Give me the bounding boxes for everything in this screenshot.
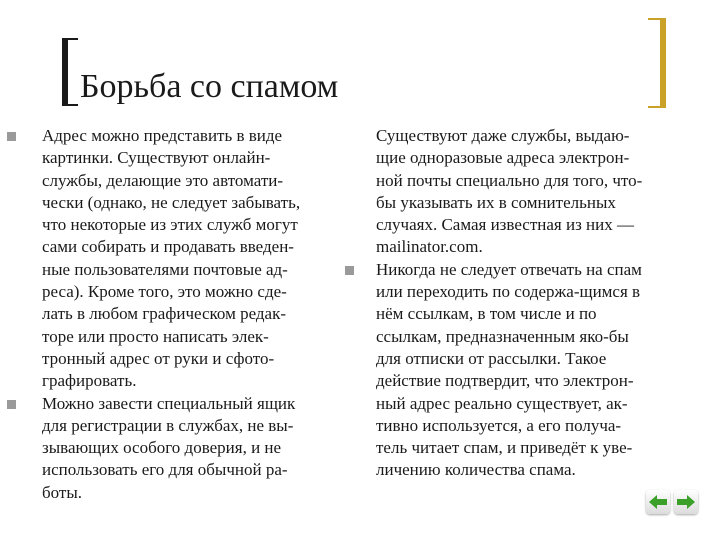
- text-line: реса). Кроме того, это можно сде-: [42, 282, 287, 302]
- text-line: ный адрес реально существует, ак-: [376, 393, 628, 413]
- square-bullet-icon: [7, 400, 16, 409]
- text-line: службы, делающие это автомати-: [42, 170, 284, 190]
- text-line: ной почты специально для того, что-: [376, 170, 643, 190]
- text-line: для отписки от рассылки. Такое: [376, 348, 607, 368]
- text-line: графировать.: [42, 371, 137, 391]
- text-line: Существуют даже службы, выдаю-: [376, 126, 630, 145]
- right-column: [340, 125, 712, 482]
- text-line: бы указывать их в сомнительных: [376, 192, 616, 212]
- text-line: ссылкам, предназначенным яко-бы: [376, 326, 629, 346]
- text-line: что некоторые из этих служб могут: [42, 215, 298, 235]
- square-bullet-icon: [345, 266, 354, 275]
- text-line: Адрес можно представить в виде: [42, 126, 283, 145]
- back-button[interactable]: [646, 490, 670, 514]
- text-line: торе или просто написать элек-: [42, 326, 269, 346]
- left-column: [0, 125, 360, 504]
- text-line: ные пользователями почтовые ад-: [42, 259, 288, 279]
- text-line: использовать его для обычной ра-: [42, 460, 288, 480]
- text-line: тронный адрес от руки и сфото-: [42, 348, 275, 368]
- forward-button[interactable]: [674, 490, 698, 514]
- text-line: личению количества спама.: [376, 460, 576, 480]
- text-line: Можно завести специальный ящик: [42, 393, 296, 413]
- text-line: тель читает спам, и приведёт к уве-: [376, 438, 633, 458]
- text-line: случаях. Самая известная из них —: [376, 215, 634, 235]
- text-line: действие подтвердит, что электрон-: [376, 371, 634, 391]
- text-line: сами собирать и продавать введен-: [42, 237, 294, 257]
- text-line: щие одноразовые адреса электрон-: [376, 148, 630, 168]
- text-line: чески (однако, не следует забывать,: [42, 192, 301, 212]
- text-line: для регистрации в службах, не вы-: [42, 415, 294, 435]
- text-line: тивно используется, а его получа-: [376, 415, 622, 435]
- text-line: Никогда не следует отвечать на спам: [376, 259, 642, 279]
- back-arrow-icon: [646, 490, 670, 514]
- slide-title: Борьба со спамом: [80, 68, 339, 105]
- forward-arrow-icon: [674, 490, 698, 514]
- bullet-item: [0, 125, 360, 393]
- text-line: лать в любом графическом редак-: [42, 304, 287, 324]
- text-line: боты.: [42, 482, 83, 502]
- text-line: mailinator.com.: [376, 237, 483, 257]
- text-line: или переходить по содержа-щимся в: [376, 282, 641, 302]
- bullet-item: [340, 259, 712, 482]
- bullet-item: [0, 393, 360, 504]
- title-left-bracket: [62, 38, 78, 106]
- bullet-item: [340, 125, 712, 259]
- title-right-bracket: [648, 18, 666, 108]
- text-line: зывающих особого доверия, и не: [42, 438, 282, 458]
- text-line: картинки. Существуют онлайн-: [42, 148, 271, 168]
- square-bullet-icon: [7, 132, 16, 141]
- text-line: нём ссылкам, в том числе и по: [376, 304, 597, 324]
